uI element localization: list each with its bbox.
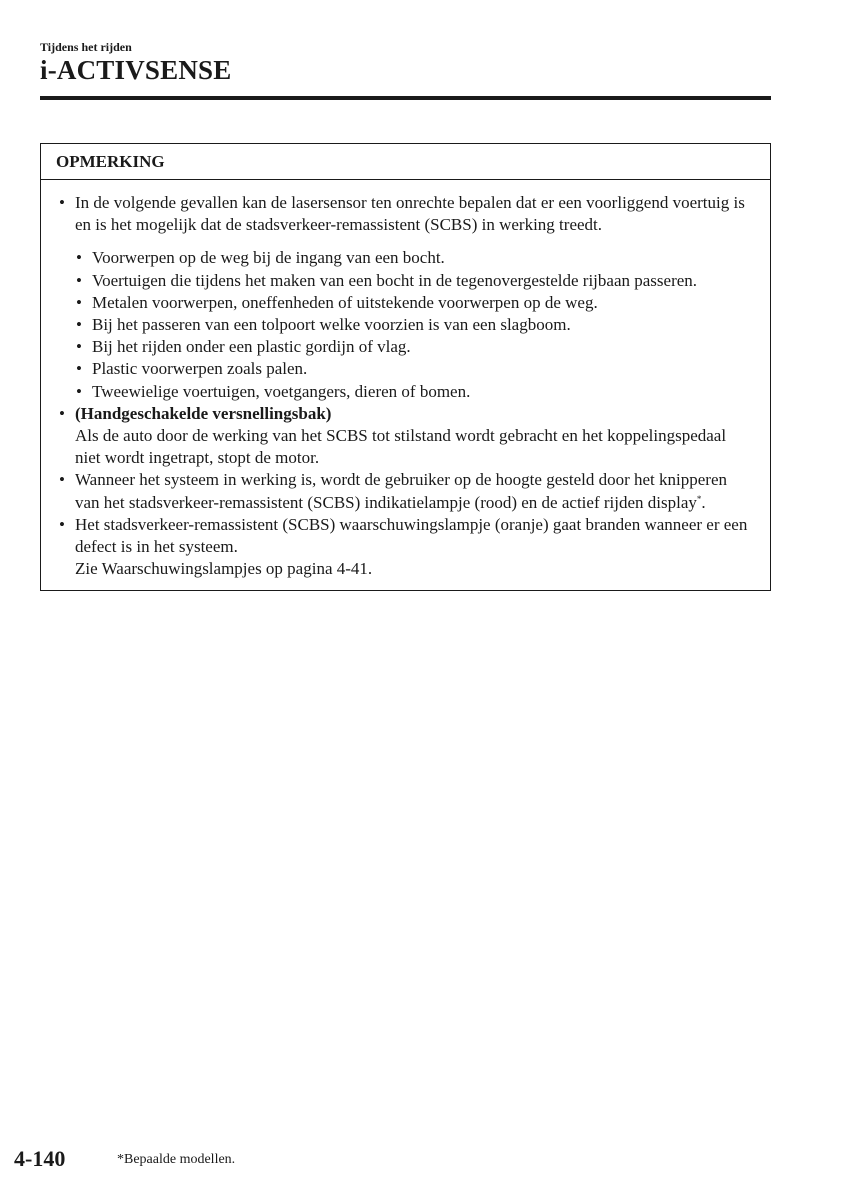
note-item-warning <box>57 469 750 513</box>
section-label: Tijdens het rijden <box>40 40 132 54</box>
lamp-text: Het stadsverkeer-remassistent (SCBS) waarschuwingslampje (oranje) gaat branden wanneer er een defect is in het systeem. <box>75 514 748 557</box>
bullet-icon: • <box>76 359 82 379</box>
bullet-icon: • <box>76 381 82 401</box>
page-reference: Zie Waarschuwingslampjes op pagina 4-41. <box>75 559 373 579</box>
bullet-icon: • <box>76 337 82 357</box>
bullet-icon: • <box>59 514 65 534</box>
note-box <box>40 143 771 591</box>
list-item <box>75 336 750 358</box>
footnote: *Bepaalde modellen. <box>117 1152 236 1167</box>
list-item-text: Voorwerpen op de weg bij de ingang van een bocht. <box>92 248 445 268</box>
list-item-text: Bij het passeren van een tolpoort welke voorzien is van een slagboom. <box>92 315 571 335</box>
list-item-text: Bij het rijden onder een plastic gordijn of vlag. <box>92 337 411 357</box>
bullet-icon: • <box>76 292 82 312</box>
note-item-manual <box>57 403 750 470</box>
list-item-text: Tweewielige voertuigen, voetgangers, dieren of bomen. <box>92 381 471 401</box>
bullet-icon: • <box>59 470 65 490</box>
list-item-text: Metalen voorwerpen, oneffenheden of uitstekende voorwerpen op de weg. <box>92 292 598 312</box>
list-item <box>75 314 750 336</box>
footnote-mark: * <box>696 493 702 504</box>
warning-end: . <box>701 492 706 512</box>
list-item-text: Plastic voorwerpen zoals palen. <box>92 359 308 379</box>
manual-text: Als de auto door de werking van het SCBS tot stilstand wordt gebracht en het koppelingspedaal niet wordt ingetrapt, stopt de motor. <box>75 426 727 468</box>
list-item <box>75 247 750 269</box>
title-rule <box>40 96 771 100</box>
list-item <box>75 381 750 403</box>
note-heading: OPMERKING <box>41 144 770 180</box>
note-item-lamp <box>57 514 750 581</box>
list-item <box>75 292 750 314</box>
manual-label: (Handgeschakelde versnellingsbak) <box>75 403 332 423</box>
chapter-title: i-ACTIVSENSE <box>40 55 232 85</box>
sublist <box>75 247 750 402</box>
bullet-icon: • <box>76 315 82 335</box>
note-item-intro <box>57 192 750 403</box>
warning-text: Wanneer het systeem in werking is, wordt de gebruiker op de hoogte gesteld door het knipperen van het stadsverkeer-remassistent (SCBS) indikatielampje (rood) en de actief rijden display <box>75 470 728 512</box>
list-item <box>75 358 750 380</box>
intro-text: In de volgende gevallen kan de lasersensor ten onrechte bepalen dat er een voorliggend voertuig is en is het mogelijk dat de stadsverkeer-remassistent (SCBS) in werking treedt. <box>75 193 745 235</box>
list-item <box>75 270 750 292</box>
page-number: 4-140 <box>14 1146 66 1171</box>
bullet-icon: • <box>76 248 82 268</box>
bullet-icon: • <box>59 403 65 423</box>
bullet-icon: • <box>76 270 82 290</box>
bullet-icon: • <box>59 193 65 212</box>
list-item-text: Voertuigen die tijdens het maken van een bocht in de tegenovergestelde rijbaan passeren. <box>92 270 698 290</box>
note-body <box>41 180 770 590</box>
